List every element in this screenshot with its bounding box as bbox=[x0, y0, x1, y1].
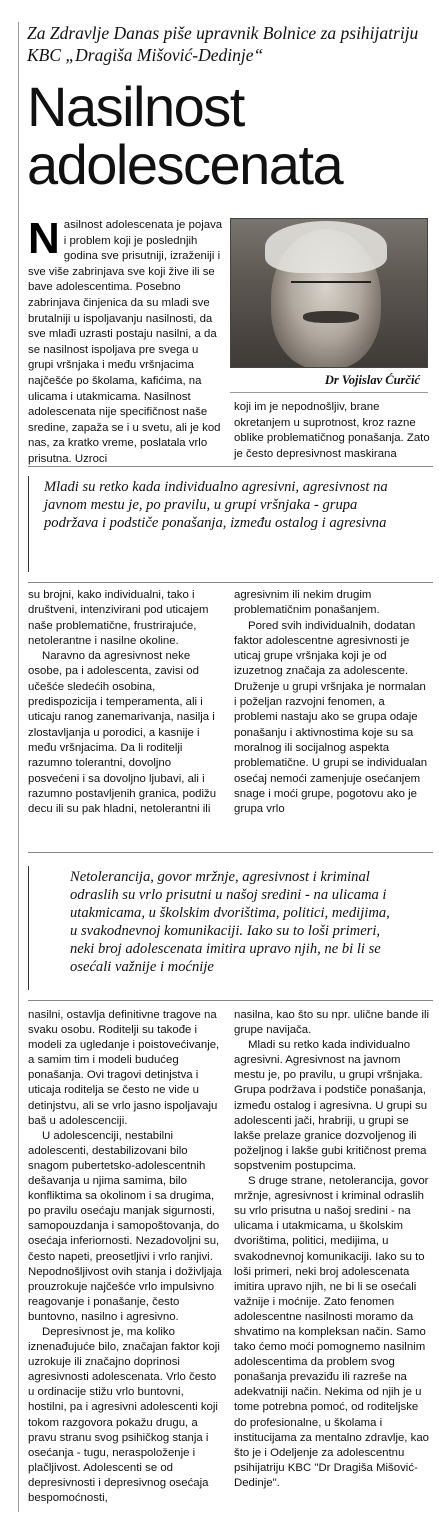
section-3-left-column bbox=[28, 1008, 224, 1506]
article-kicker: Za Zdravlje Danas piše upravnik Bolnice za psihijatriju KBC „Dragiša Mišović-Dedinje“ bbox=[27, 23, 419, 65]
section-3-right-column bbox=[234, 1008, 430, 1491]
section-2-left-column bbox=[28, 588, 224, 817]
photo-caption: Dr Vojislav Ćurčić bbox=[324, 373, 420, 387]
intro-column bbox=[28, 214, 224, 468]
section-2-right-column bbox=[234, 588, 430, 817]
pullquote-1-top-rule bbox=[28, 466, 433, 467]
section-3-left-paragraph: U adolescenciji, nestabilni adolescenti, destabilizovani bilo snagom pubertetsko-adolescentnih dešavanja u njima samima, bilo konfliktima sa okolinom i sa drugima, po pravilu osećaju manjak sigurnosti, samopouzdanja i samopoštovanja, do osećaja inferiornosti. Nezadovoljni su, često napeti, preosetljivi i vrlo ranjivi. Nepodnošljivost ovih stanja i doživljaja prouzrokuje najčešće vrlo impulsivno reagovanje i ponašanje, često buntovno, nasilno i agresivno. bbox=[28, 1129, 222, 1323]
photo-moustache bbox=[303, 311, 359, 323]
left-margin-rule bbox=[18, 22, 19, 1512]
section-3-left-paragraph: Depresivnost je, ma koliko iznenađujuće bilo, značajan faktor koji uzrokuje ili značajno doprinosi agresivnosti adolescenata. Vrlo često u ordinacije stižu vrlo buntovni, hostilni, pa i agresivni adolescenti koji tokom razgovora pokažu drugu, a pravu stranu svog psihičkog stanja i osećanja - tugu, neraspoloženje i plačljivost. Adolescenti se od depresivnosti i depresivnog osećaja bespomoćnosti, bbox=[28, 1325, 220, 1504]
section-2-right-paragraph: agresivnim ili nekim drugim problematičnim ponašanjem. bbox=[234, 589, 380, 617]
section-2-left-paragraph: su brojni, kako individualni, tako i društveni, intenzivirani pod uticajem naše problematične, frustrirajuće, netolerantne i nasilne okoline. bbox=[28, 589, 209, 647]
dropcap-letter: N bbox=[28, 214, 60, 263]
intro-text: asilnost adolescenata je pojava i problem koji je poslednjih godina sve prisutniji, izraženiji i sve više zabrinjava sve koji žive ili se bave adolescentima. Posebno zabrinjava činjenica da su mladi sve brutalniji u ispoljavanju nasilnosti, da sve mlađi uzrasti postaju nasilni, a da se nasilnost ispoljava pre svega u grupi vršnjaka i među vršnjacima najčešće po školama, kafićima, na ulicama i utakmicama. Nasilnost adolescenata nije specifičnost naše sredine, zapaža se i u svetu, ali je kod nas, za kratko vreme, poslatala vrlo prisutna. Uzroci bbox=[28, 219, 223, 465]
pullquote-1-bar bbox=[28, 476, 29, 572]
section-2-left-paragraph: Naravno da agresivnost neke osobe, pa i adolescenta, zavisi od učešće sledećih osobina, predispozicija i temperamenta, ali i uticaju ranog zanemarivanja, nasilja i zlostavljanja u porodici, a kasnije i među vršnjacima. Da li roditelji razumno tolerantni, dovoljno posvećeni i sa dovoljno ljubavi, ali i razumno postavljenih granica, podižu decu ili su pak hladni, netolerantni ili bbox=[28, 650, 217, 816]
pullquote-2-bottom-rule bbox=[28, 1000, 433, 1001]
pullquote-2: Netolerancija, govor mržnje, agresivnost i kriminal odraslih su vrlo prisutni u našoj sredini - na ulicama i utakmicama, u školskim dvorištima, politici, medijima, u svakodnevnoj komunikaciji. Iako su to loši primeri, neki broj adolescenata imitira upravo njih, ne bi li se osećali važnije i moćnije bbox=[70, 869, 390, 975]
section-2-right-paragraph: Pored svih individualnih, dodatan faktor adolescentne agresivnosti je uticaj grupe vršnjaka koji je od izuzetnog značaja za adolescente. Druženje u grupi vršnjaka je normalan i poželjan razvojni fenomen, a problemi nastaju ako se grupa odaje ponašanju i aktivnostima koje su sa moralnog ili socijalnog aspekta problematične. U grupi se individualan osećaj nemoći zamenjuje osećanjem snage i moći grupe, pogotovu ako je grupa vrlo bbox=[234, 619, 428, 816]
pullquote-1: Mladi su retko kada individualno agresivni, agresivnost na javnom mestu je, po pravilu, u grupi vršnjaka - grupa podržava i podstiče ponašanja, između ostalog i agresivna bbox=[44, 479, 388, 531]
article-headline: Nasilnost adolescenata bbox=[27, 75, 343, 196]
section-3-right-paragraph: S druge strane, netolerancija, govor mržnje, agresivnost i kriminal odraslih su vrlo prisutna u našoj sredini - na ulicama i utakmicama, u školskim dvorištima, politici, medijima, u svakodnevnoj komunikaciji. Iako su to loši primeri, neki broj adolescenata imitira upravo njih, ne bi li se osećali važnije i moćnije. Zato fenomen adolescentne nasilnosti moramo da shvatimo na kompleksan način. Samo tako ćemo moći pomognemo nasilnim adolescentima da problem svog ponašanja prevaziđu ili razreše na adekvatniji način. Nekima od njih je u tome potrebna pomoć, od roditeljske do profesionalne, u školama i institucijama za mentalno zdravlje, kao što je i Odeljenje za adolescentnu psihijatriju KBC "Dr Dragiša Mišović-Dedinje". bbox=[234, 1175, 429, 1489]
section-3-right-paragraph: nasilna, kao što su npr. ulične bande ili grupe navijača. bbox=[234, 1009, 430, 1037]
pullquote-2-bar bbox=[28, 866, 29, 990]
intro-paragraph bbox=[28, 214, 224, 468]
pullquote-1-bottom-rule bbox=[28, 582, 433, 583]
pullquote-2-top-rule bbox=[28, 852, 433, 853]
photo-rule bbox=[230, 392, 428, 393]
photo-glasses bbox=[291, 281, 371, 297]
section-3-right-paragraph: Mladi su retko kada individualno agresivni. Agresivnost na javnom mestu je, po pravilu, u grupi vršnjaka. Grupa podržava i podstiče ponašanja, između ostalog i agresivna. U grupi su adolescenti jači, hrabriji, u grupi se lakše prelaze granice dozvoljenog ili poželjnog i lakše gubi kritičnost prema sopstvenim postupcima. bbox=[234, 1039, 428, 1172]
section-3-left-paragraph: nasilni, ostavlja definitivne tragove na svaku osobu. Roditelji su takođe i modeli za ugledanje i poistovećivanje, a samim tim i modeli budućeg ponašanja. Ovi tragovi detinjstva i uticaja roditelja se često ne vide u detinjstvu, ali se vrlo jasno ispoljavaju baš u adolescenciji. bbox=[28, 1009, 220, 1127]
intro-continued-text: koji im je nepodnošljiv, brane okretanjem u suprotnost, kroz razne oblike problematičnog ponašanja. Zato je često depresivnost maskirana bbox=[234, 401, 430, 460]
photo-hair bbox=[265, 221, 387, 273]
intro-continued-column bbox=[234, 400, 430, 462]
author-photo bbox=[230, 218, 428, 368]
